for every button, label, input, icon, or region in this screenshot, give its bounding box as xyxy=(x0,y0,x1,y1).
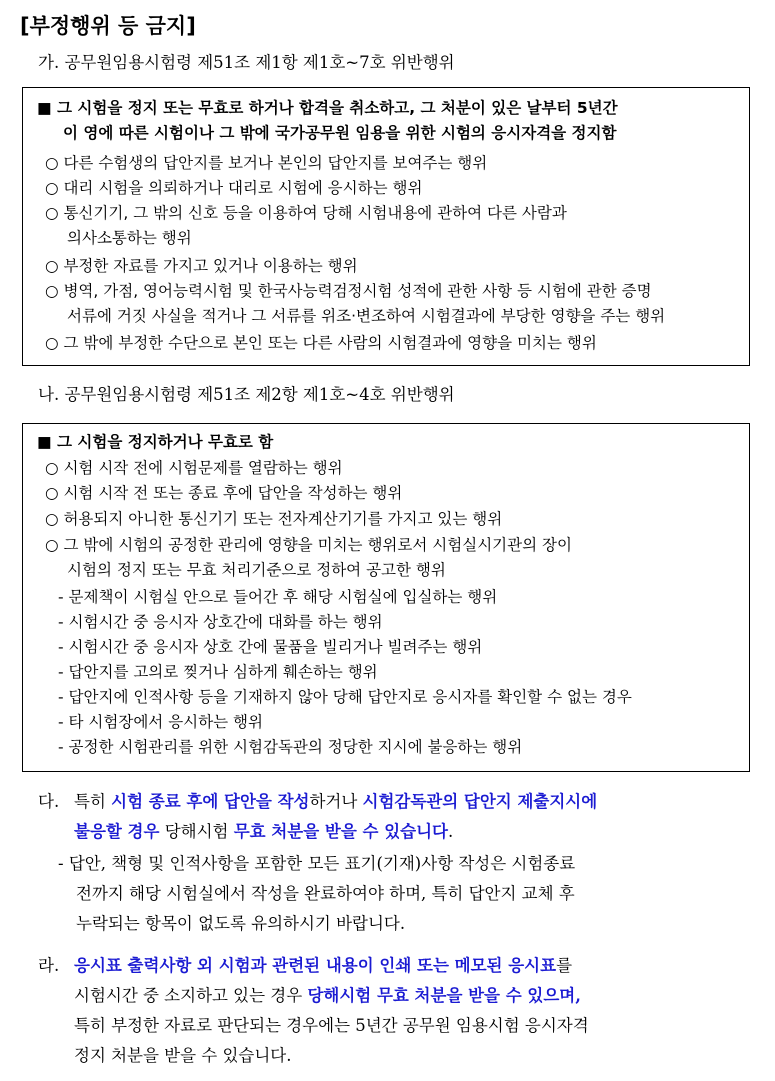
emphasis-text: 불응할 경우 xyxy=(74,822,160,841)
plain-text: 시험시간 중 소지하고 있는 경우 xyxy=(74,986,303,1005)
section-ra-label: 라. xyxy=(38,956,60,975)
section-da-sub-line-2: 전까지 해당 시험실에서 작성을 완료하여야 하며, 특히 답안지 교체 후 xyxy=(76,884,575,903)
section-ga-title: 공무원임용시험령 제51조 제1항 제1호~7호 위반행위 xyxy=(64,53,455,72)
list-item: ○ 시험 시작 전 또는 종료 후에 답안을 작성하는 행위 xyxy=(45,484,403,502)
section-da-line-1 xyxy=(38,787,597,817)
list-item: ○ 대리 시험을 의뢰하거나 대리로 시험에 응시하는 행위 xyxy=(45,179,423,197)
sub-list-item: - 시험시간 중 응시자 상호간에 대화를 하는 행위 xyxy=(58,613,383,631)
section-da-sub-line-3: 누락되는 항목이 없도록 유의하시기 바랍니다. xyxy=(76,914,406,933)
list-item: ○ 허용되지 아니한 통신기기 또는 전자계산기기를 가지고 있는 행위 xyxy=(45,510,503,528)
section-ga-heading xyxy=(38,50,455,76)
list-item: ○ 부정한 자료를 가지고 있거나 이용하는 행위 xyxy=(45,257,358,275)
section-na-box-title: ■ 그 시험을 정지하거나 무효로 함 xyxy=(37,433,274,451)
plain-text: 당해시험 xyxy=(164,822,229,841)
section-na-box xyxy=(22,423,750,772)
section-ra-line-1 xyxy=(38,951,572,981)
section-da-sub-line-1: - 답안, 책형 및 인적사항을 포함한 모든 표기(기재)사항 작성은 시험종료 xyxy=(58,854,576,873)
emphasis-text: 무효 처분을 받을 수 있습니다 xyxy=(233,822,448,841)
section-da-label: 다. xyxy=(38,792,60,811)
plain-text: . xyxy=(447,822,454,841)
emphasis-text: 시험감독관의 답안지 제출지시에 xyxy=(362,792,598,811)
sub-list-item: - 답안지에 인적사항 등을 기재하지 않아 당해 답안지로 응시자를 확인할 수 없는 경우 xyxy=(58,688,632,706)
list-item: ○ 그 밖에 부정한 수단으로 본인 또는 다른 사람의 시험결과에 영향을 미치는 행위 xyxy=(45,334,597,352)
section-na-title: 공무원임용시험령 제51조 제2항 제1호~4호 위반행위 xyxy=(64,385,455,404)
list-item: ○ 다른 수험생의 답안지를 보거나 본인의 답안지를 보여주는 행위 xyxy=(45,154,488,172)
section-na-label: 나. xyxy=(38,385,60,404)
page-title: [부정행위 등 금지] xyxy=(20,14,196,38)
plain-text: 하거나 xyxy=(309,792,358,811)
list-item: ○ 통신기기, 그 밖의 신호 등을 이용하여 당해 시험내용에 관하여 다른 사람과 xyxy=(45,204,567,222)
sub-list-item: - 타 시험장에서 응시하는 행위 xyxy=(58,713,263,731)
list-item-continuation: 서류에 거짓 사실을 적거나 그 서류를 위조·변조하여 시험결과에 부당한 영향을 주는 행위 xyxy=(67,307,666,325)
plain-text: 특히 xyxy=(74,792,106,811)
section-na-heading xyxy=(38,382,455,408)
section-ra-line-3: 특히 부정한 자료로 판단되는 경우에는 5년간 공무원 임용시험 응시자격 xyxy=(74,1016,589,1035)
section-ga-box-title-2: 이 영에 따른 시험이나 그 밖에 국가공무원 임용을 위한 시험의 응시자격을 정지함 xyxy=(63,124,617,142)
emphasis-text: 당해시험 무효 처분을 받을 수 있으며, xyxy=(307,986,581,1005)
section-ra-line-2 xyxy=(38,981,581,1011)
section-ga-box xyxy=(22,87,750,366)
sub-list-item: - 문제책이 시험실 안으로 들어간 후 해당 시험실에 입실하는 행위 xyxy=(58,588,498,606)
emphasis-text: 응시표 출력사항 외 시험과 관련된 내용이 인쇄 또는 메모된 응시표 xyxy=(74,956,557,975)
list-item: ○ 병역, 가점, 영어능력시험 및 한국사능력검정시험 성적에 관한 사항 등 시험에 관한 증명 xyxy=(45,282,652,300)
list-item-continuation: 시험의 정지 또는 무효 처리기준으로 정하여 공고한 행위 xyxy=(67,561,446,579)
list-item-continuation: 의사소통하는 행위 xyxy=(67,229,192,247)
section-ga-label: 가. xyxy=(38,53,60,72)
section-da-line-2 xyxy=(38,817,453,847)
sub-list-item: - 공정한 시험관리를 위한 시험감독관의 정당한 지시에 불응하는 행위 xyxy=(58,738,523,756)
emphasis-text: 시험 종료 후에 답안을 작성 xyxy=(111,792,310,811)
sub-list-item: - 답안지를 고의로 찢거나 심하게 훼손하는 행위 xyxy=(58,663,378,681)
section-ra-line-4: 정지 처분을 받을 수 있습니다. xyxy=(74,1046,292,1065)
list-item: ○ 시험 시작 전에 시험문제를 열람하는 행위 xyxy=(45,459,343,477)
sub-list-item: - 시험시간 중 응시자 상호 간에 물품을 빌리거나 빌려주는 행위 xyxy=(58,638,483,656)
plain-text: 를 xyxy=(556,956,573,975)
list-item: ○ 그 밖에 시험의 공정한 관리에 영향을 미치는 행위로서 시험실시기관의 장이 xyxy=(45,536,572,554)
section-ga-box-title-1: ■ 그 시험을 정지 또는 무효로 하거나 합격을 취소하고, 그 처분이 있은 날부터 5년간 xyxy=(37,99,618,117)
